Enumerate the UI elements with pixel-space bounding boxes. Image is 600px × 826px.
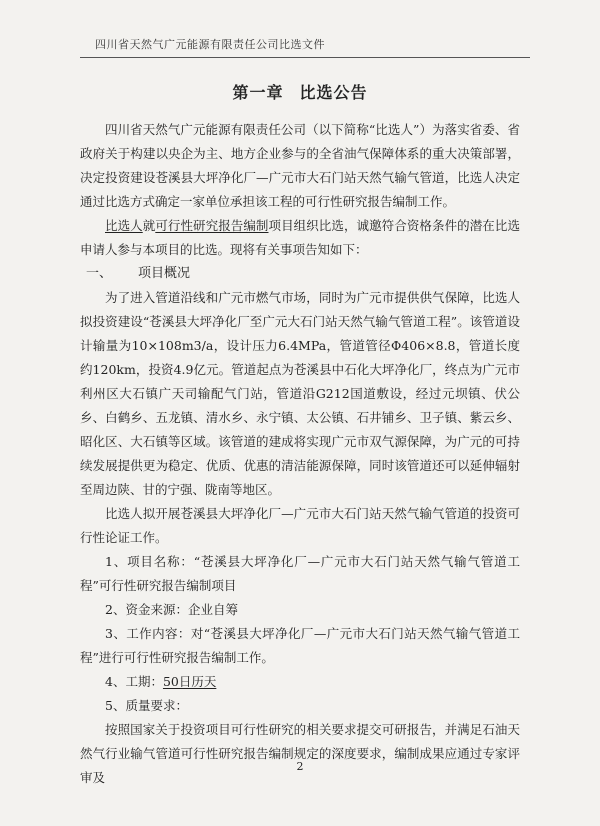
chapter-title bbox=[0, 80, 600, 103]
overview-paragraph-1: 为了进入管道沿线和广元市燃气市场，同时为广元市提供供气保障，比选人拟投资建设“苍溪县大坪净化厂至广元大石门站天然气输气管道工程”。该管道设计输量为10×108m3/a，设计压力6.4MPa，管道管径Φ406×8.8，管道长度约120km，投资4.9亿元。管道起点为苍溪县中石化大坪净化厂，终点为广元市利州区大石镇广天司输配气门站，管道沿G212国道敷设，经过元坝镇、伏公乡、白鹤乡、五龙镇、清水乡、永宁镇、太公镇、石井铺乡、卫子镇、紫云乡、昭化区、大石镇等区域。该管道的建成将实现广元市双气源保障，为广元的可持续发展提供更为稳定、优质、优惠的清洁能源保障，同时该管道还可以延伸辐射至周边陕、甘的宁强、陇南等地区。 bbox=[80, 290, 520, 497]
item-work-content: 3、工作内容：对“苍溪县大坪净化厂—广元市大石门站天然气输气管道工程”进行可行性研究报告编制工作。 bbox=[80, 626, 520, 665]
project-scope-term: 可行性研究报告编制 bbox=[155, 218, 269, 233]
section-1-heading bbox=[80, 262, 520, 286]
item-funding-source bbox=[80, 598, 520, 622]
funding-label: 2、资金来源： bbox=[105, 602, 188, 617]
section-1-title: 项目概况 bbox=[138, 266, 191, 281]
duration-value: 50日历天 bbox=[162, 674, 217, 689]
funding-value: 企业自筹 bbox=[187, 602, 238, 617]
header-divider bbox=[80, 57, 530, 58]
document-body bbox=[80, 118, 520, 790]
chapter-number: 第一章 bbox=[232, 83, 284, 102]
intro-paragraph-2 bbox=[80, 214, 520, 262]
quality-paragraph: 按照国家关于投资项目可行性研究的相关要求提交可研报告，并满足石油天然气行业输气管道可行性研究报告编制规定的深度要求，编制成果应通过专家评审及 bbox=[80, 722, 520, 785]
intro-p2-rest: 项目组织比选，诚邀符合资格条件的潜在比选申请人参与本项目的比选。现将有关事项告知如下： bbox=[80, 218, 520, 257]
item-duration bbox=[80, 670, 520, 694]
intro-p2-join: 就 bbox=[142, 218, 156, 233]
overview-paragraph-2: 比选人拟开展苍溪县大坪净化厂—广元市大石门站天然气输气管道的投资可行性论证工作。 bbox=[80, 506, 520, 545]
duration-label: 4、工期： bbox=[105, 674, 163, 689]
page-number: 2 bbox=[296, 760, 304, 773]
item-project-name: 1、项目名称：“苍溪县大坪净化厂—广元市大石门站天然气输气管道工程”可行性研究报告编制项目 bbox=[80, 554, 520, 593]
chapter-name: 比选公告 bbox=[299, 83, 368, 102]
section-1-number: 一、 bbox=[86, 266, 113, 281]
intro-paragraph-1: 四川省天然气广元能源有限责任公司（以下简称“比选人”）为落实省委、省政府关于构建以央企为主、地方企业参与的全省油气保障体系的重大决策部署，决定投资建设苍溪县大坪净化厂—广元市大石门站天然气输气管道，比选人决定通过比选方式确定一家单位承担该工程的可行性研究报告编制工作。 bbox=[80, 122, 520, 209]
running-header: 四川省天然气广元能源有限责任公司比选文件 bbox=[95, 38, 325, 51]
item-quality: 5、质量要求： bbox=[105, 698, 188, 713]
tenderer-term: 比选人 bbox=[105, 218, 143, 233]
